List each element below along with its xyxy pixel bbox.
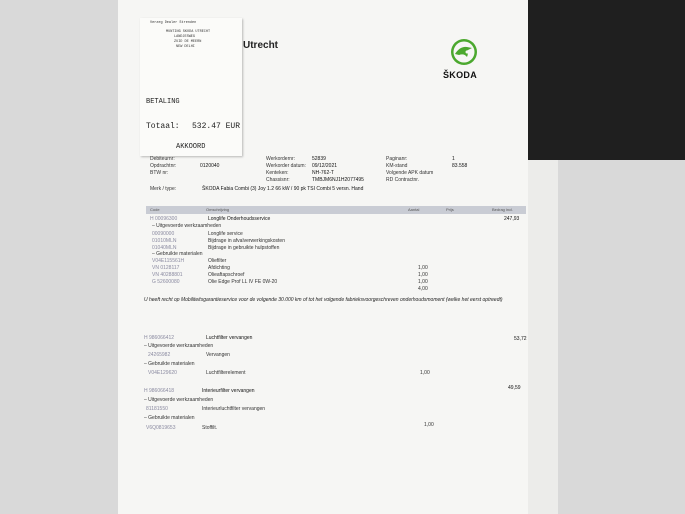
werk-code: 01010MLN xyxy=(152,238,177,244)
receipt-header: Verzeg Dealer Strenden xyxy=(150,21,197,25)
section1-title: Longlife Onderhoudsservice xyxy=(208,216,271,222)
mat-qty: 1,00 xyxy=(418,265,428,271)
mat-desc: Olieaftapschroef xyxy=(208,272,245,278)
section2-werk-label: – Uitgevoerde werkzaamheden xyxy=(144,343,214,349)
mat-qty: 4,00 xyxy=(418,286,428,292)
mat-desc: Oliefilter xyxy=(208,258,227,264)
mat-qty: 1,00 xyxy=(418,272,428,278)
paginanr-value: 1 xyxy=(452,156,455,162)
mat-qty: 1,00 xyxy=(418,279,428,285)
section2-werk-desc: Vervangen xyxy=(206,352,230,358)
mat-desc: Afdichting xyxy=(208,265,230,271)
section2-mat-code: V04E129620 xyxy=(148,370,177,376)
col-prijs: Prijs xyxy=(446,207,454,212)
werkorder-label: Werkordernr: xyxy=(266,156,296,162)
receipt-store-line: LANDJESWEG xyxy=(174,35,196,39)
table-header xyxy=(146,206,526,214)
debiteurnr-label: Debiteurnr: xyxy=(150,156,175,162)
section2-code: H 986066412 xyxy=(144,335,175,341)
dealer-title: Utrecht xyxy=(243,40,279,51)
mat-code: VN 0128117 xyxy=(152,265,180,271)
section3-mat-qty: 1,00 xyxy=(424,422,434,428)
chassis-value: TMBJM6NJ1H2077495 xyxy=(312,177,364,183)
section3-amount: 49,59 xyxy=(508,385,521,391)
background-dark-area xyxy=(528,0,685,160)
col-bedrag: Bedrag incl. xyxy=(492,207,514,212)
col-aantal: Aantal xyxy=(408,207,420,212)
section2-mat-label: – Gebruikte materialen xyxy=(144,361,195,367)
section2-amount: 53,72 xyxy=(514,336,527,342)
opdrachtnr-label: Opdrachtnr: xyxy=(150,163,177,169)
section2-werk-code: 24265982 xyxy=(148,352,171,358)
merk-value: ŠKODA Fabia Combi (3) Joy 1.2 66 kW / 90 pk TSI Combi 5 versn. Hand xyxy=(202,186,364,192)
section2-mat-qty: 1,00 xyxy=(420,370,430,376)
section2-title: Luchtfilter vervangen xyxy=(206,335,253,341)
mat-code: V04E115561H xyxy=(152,258,185,264)
btw-label: BTW nr: xyxy=(150,170,169,176)
col-code: Code xyxy=(150,207,160,212)
section1-werk-label: – Uitgevoerde werkzaamheden xyxy=(152,223,222,229)
werk-desc: Bijdrage in gebruikte hulpstoffen xyxy=(208,245,280,251)
werk-desc: Longlife service xyxy=(208,231,243,237)
receipt-store-line: MUNTING SKODA UTRECHT xyxy=(166,30,211,34)
receipt-store-line: ZUID DE MEERN xyxy=(174,40,202,44)
mobility-note: U heeft recht op Mobiliteitsgarantieservice voor de volgende 30.000 km of tot het volgende fabrieksvoorgeschreven onderhoudsmoment (welke het eerst optreedt) xyxy=(144,297,503,303)
werkorder-datum-label: Werkorder datum: xyxy=(266,163,306,169)
skoda-logo-icon xyxy=(450,38,478,66)
background-paper-edge xyxy=(528,160,558,514)
receipt-betaling: BETALING xyxy=(146,98,180,106)
mat-code: VN 40288801 xyxy=(152,272,183,278)
section1-code: H 00096300 xyxy=(150,216,178,222)
apk-label: Volgende APK datum xyxy=(386,170,434,176)
kenteken-label: Kenteken: xyxy=(266,170,289,176)
section1-mat-label: – Gebruikte materialen xyxy=(152,251,203,257)
section3-werk-desc: Interieurluchtfilter vervangen xyxy=(202,406,266,412)
skoda-brand-text: ŠKODA xyxy=(443,70,478,80)
section3-mat-desc: Stoffilt. xyxy=(202,425,218,431)
kenteken-value: NH-762-T xyxy=(312,170,334,176)
mat-desc: Olie Edge Prof LL IV FE 0W-20 xyxy=(208,279,278,285)
werkorder-datum-value: 09/12/2021 xyxy=(312,163,338,169)
km-value: 83.558 xyxy=(452,163,468,169)
section1-amount: 247,93 xyxy=(504,216,520,222)
receipt-total-value: 532.47 EUR xyxy=(192,122,241,131)
section3-mat-code: V6Q0819653 xyxy=(146,425,176,431)
werk-desc: Bijdrage in afvalverwerkingskosten xyxy=(208,238,285,244)
col-omschrijving: Omschrijving xyxy=(206,207,230,212)
chassis-label: Chassisnr: xyxy=(266,177,290,183)
receipt-akkoord: AKKOORD xyxy=(176,143,206,151)
section3-title: Interieurfilter vervangen xyxy=(202,388,255,394)
werk-code: 00090000 xyxy=(152,231,175,237)
section3-mat-label: – Gebruikte materialen xyxy=(144,415,195,421)
mat-code: G 52600080 xyxy=(152,279,180,285)
contract-label: RD Contractnr. xyxy=(386,177,420,183)
km-label: KM-stand xyxy=(386,163,408,169)
werkorder-value: 52839 xyxy=(312,156,326,162)
section3-code: H 986066418 xyxy=(144,388,175,394)
werk-code: 01040MLN xyxy=(152,245,177,251)
payment-receipt xyxy=(140,18,242,156)
paginanr-label: Paginanr: xyxy=(386,156,408,162)
opdrachtnr-value: 0120040 xyxy=(200,163,220,169)
section2-mat-desc: Luchtfilterelement xyxy=(206,370,246,376)
receipt-store-line: NEW DELHI xyxy=(176,45,195,49)
receipt-total-label: Totaal: xyxy=(146,122,180,131)
section3-werk-label: – Uitgevoerde werkzaamheden xyxy=(144,397,214,403)
section3-werk-code: 81181550 xyxy=(146,406,168,412)
merk-label: Merk / type: xyxy=(150,186,177,192)
